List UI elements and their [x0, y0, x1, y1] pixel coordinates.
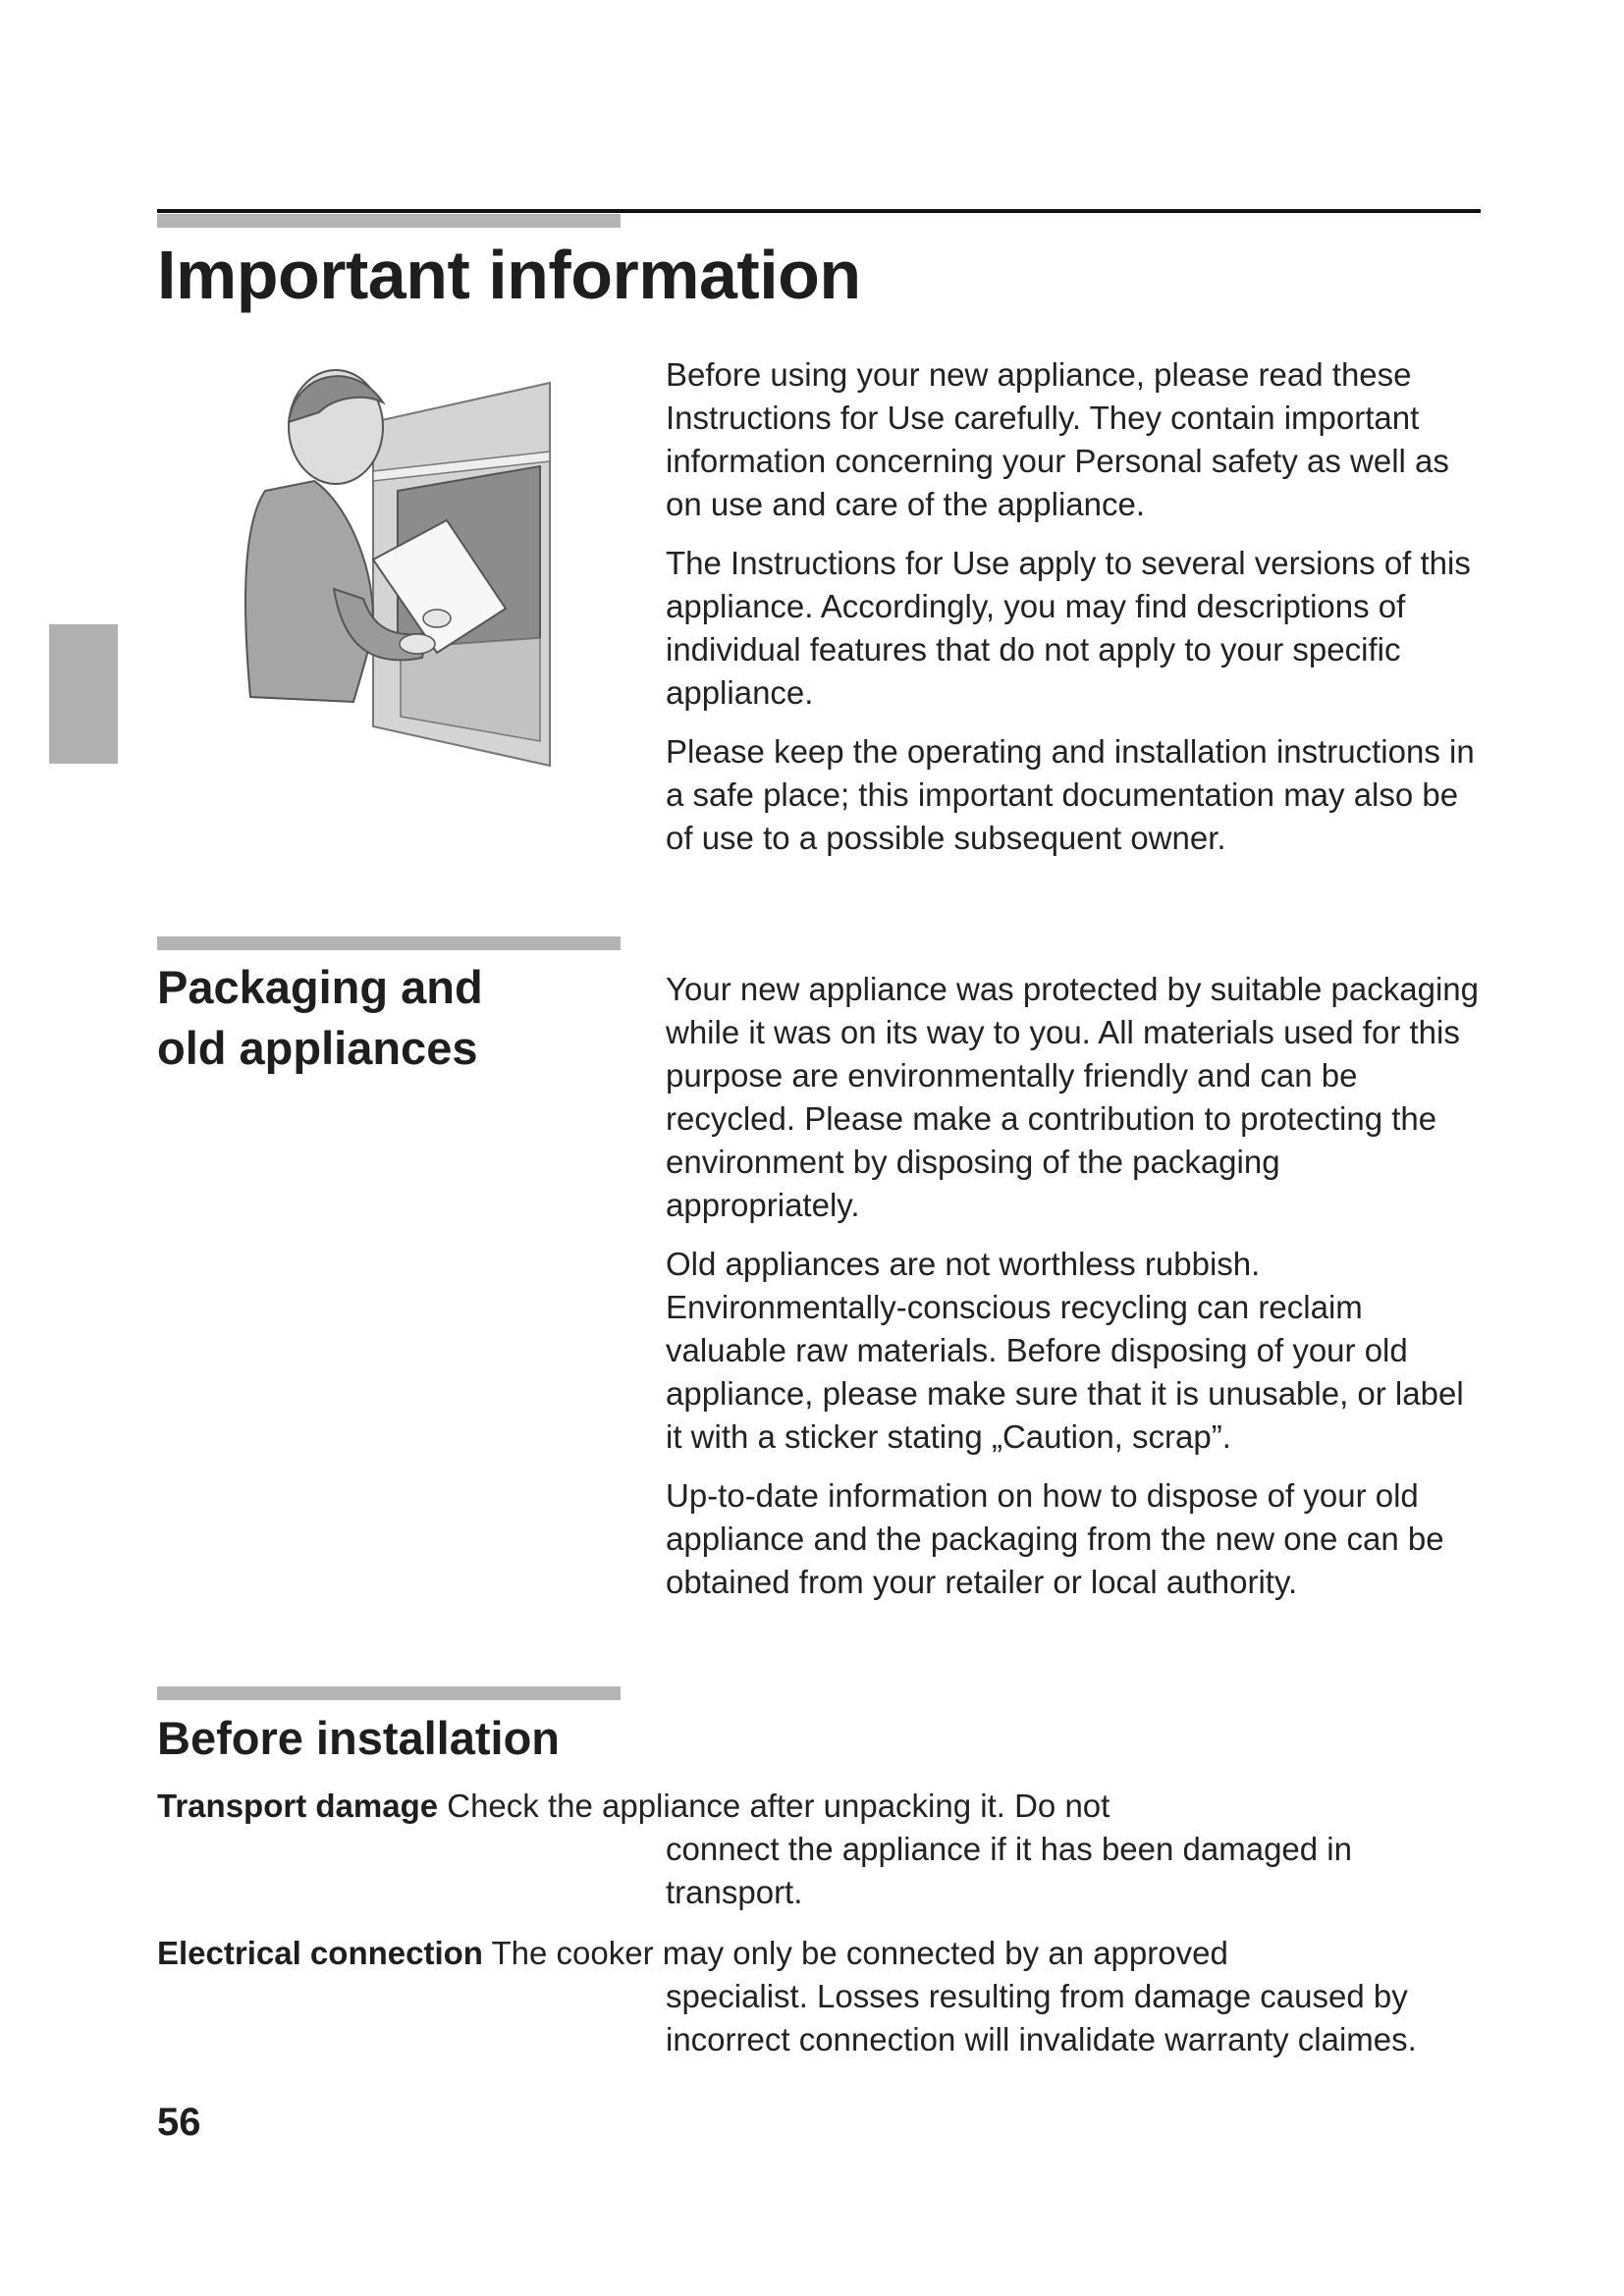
intro-paragraph-3: Please keep the operating and installation instructions in a safe place; this important documentation may also be of use to a possible subsequent owner.: [666, 733, 1475, 856]
transport-damage-label: Transport damage: [157, 1788, 439, 1824]
person-reading-manual-icon: [226, 353, 589, 775]
packaging-paragraph-3: Up-to-date information on how to dispose of your old appliance and the packaging from the new one can be obtained from your retailer or local authority.: [666, 1477, 1444, 1600]
intro-paragraph-2: The Instructions for Use apply to several versions of this appliance. Accordingly, you may find descriptions of individual features that do not apply to your specific appliance.: [666, 545, 1471, 711]
header-accent-bar: [157, 214, 621, 228]
installation-section-rule: [157, 1686, 621, 1700]
intro-paragraph-1: Before using your new appliance, please read these Instructions for Use carefully. They contain important information concerning your Personal safety as well as on use and care of the appliance.: [666, 356, 1449, 522]
packaging-heading-line1: Packaging and: [157, 961, 483, 1013]
installation-heading: Before installation: [157, 1712, 561, 1764]
section-tab-marker: [49, 624, 118, 764]
transport-damage-item: [157, 1785, 1483, 1914]
transport-damage-text-first: Check the appliance after unpacking it. Do not: [447, 1788, 1110, 1824]
electrical-connection-label: Electrical connection: [157, 1935, 483, 1971]
page-title: Important information: [157, 237, 861, 313]
packaging-text: [666, 968, 1481, 1620]
packaging-paragraph-1: Your new appliance was protected by suitable packaging while it was on its way to you. All materials used for this purpose are environmentally friendly and can be recycled. Please make a contribution to protecting the environment by disposing of the packaging appropriately.: [666, 971, 1479, 1223]
packaging-paragraph-2: Old appliances are not worthless rubbish. Environmentally-conscious recycling can reclaim valuable raw materials. Before disposing of your old appliance, please make sure that it is unusable, or label it with a sticker stating „Caution, scrap”.: [666, 1246, 1464, 1455]
packaging-heading: [157, 957, 483, 1079]
electrical-connection-text-rest: specialist. Losses resulting from damage caused by incorrect connection will invalidate warranty claimes.: [666, 1978, 1417, 2057]
page-number: 56: [157, 2101, 201, 2144]
intro-text: [666, 353, 1481, 876]
electrical-connection-item: [157, 1932, 1483, 2061]
packaging-heading-line2: old appliances: [157, 1022, 478, 1074]
header-rule: [157, 209, 1481, 213]
electrical-connection-text-first: The cooker may only be connected by an approved: [491, 1935, 1228, 1971]
transport-damage-text-rest: connect the appliance if it has been damaged in transport.: [666, 1831, 1352, 1910]
packaging-section-rule: [157, 936, 621, 950]
